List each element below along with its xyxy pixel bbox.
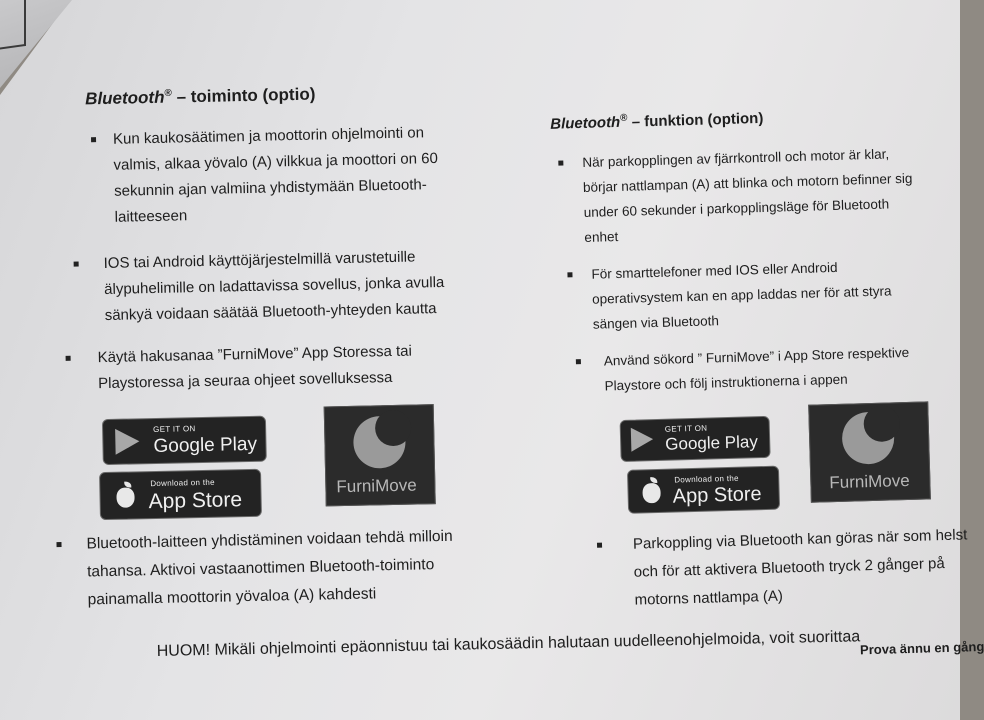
sv-bullet-3: Använd sökord ” FurniMove” i App Store respektive Playstore och följ instruktionerna i appen	[576, 338, 973, 399]
under-sheet-box	[0, 0, 26, 50]
sv-bullet-2: För smarttelefoner med IOS eller Android operativsystem kan en app laddas ner för att styra sängen via Bluetooth	[567, 251, 971, 337]
fi-bullet-1: Kun kaukosäätimen ja moottorin ohjelmointi on valmis, alkaa yövalo (A) vilkkua ja moottori on 60 sekunnin ajan valmiina yhdistymään Bluetooth-laitteeseen	[91, 118, 528, 231]
google-play-badge[interactable]: GET IT ON Google Play	[620, 416, 771, 462]
bullet-marker	[74, 262, 79, 267]
furnimove-app-icon[interactable]: FurniMove	[808, 401, 931, 502]
furnimove-logo-cutout	[863, 405, 900, 442]
bullet-marker	[576, 359, 581, 364]
app-store-badge[interactable]: Download on the App Store	[627, 466, 780, 514]
fi-bullet-2: IOS tai Android käyttöjärjestelmillä varustetuille älypuhelimille on ladattavissa sovellus, jonka avulla sänkyä voidaan säätää Bluetooth-yhteyden kautta	[73, 242, 530, 330]
apple-icon	[116, 487, 134, 507]
fi-bullet-3: Käytä hakusanaa ”FurniMove” App Storessa tai Playstoressa ja seuraa ohjeet sovelluksessa	[65, 336, 531, 398]
bullet-marker	[558, 161, 563, 166]
fi-heading: Bluetooth® – toiminto (optio)	[84, 84, 316, 109]
sv-heading: Bluetooth® – funktion (option)	[550, 109, 764, 133]
bullet-marker	[56, 542, 61, 547]
fi-bullet-4: Bluetooth-laitteen yhdistäminen voidaan tehdä milloin tahansa. Aktivoi vastaanottimen Bluetooth-toiminto painamalla moottorin yövaloa (A) kahdesti	[56, 521, 536, 615]
fi-footer-note: HUOM! Mikäli ohjelmointi epäonnistuu tai kaukosäädin halutaan uudelleenohjelmoida, voit suorittaa	[156, 628, 861, 660]
furnimove-app-icon[interactable]: FurniMove	[324, 404, 436, 506]
google-play-icon	[115, 428, 140, 454]
google-play-badge[interactable]: GET IT ON Google Play	[102, 416, 267, 465]
sv-store-badges	[553, 388, 976, 515]
sv-bullet-4: Parkoppling via Bluetooth kan göras när som helst och för att aktivera Bluetooth tryck 2 gånger på motorns nattlampa (A)	[597, 521, 979, 616]
swedish-column	[545, 103, 984, 666]
bullet-marker	[597, 543, 602, 548]
sv-footer-note: Prova ännu en gång	[859, 638, 984, 658]
apple-icon	[642, 483, 661, 503]
fi-store-badges	[61, 388, 534, 523]
sv-bullet-1: När parkopplingen av fjärrkontroll och motor är klar, börjar nattlampan (A) att blinka och motorn befinner sig under 60 sekunder i parkopplingsläge för Bluetooth enhet	[558, 139, 969, 250]
app-store-badge[interactable]: Download on the App Store	[99, 469, 262, 520]
bullet-marker	[66, 356, 71, 361]
google-play-icon	[631, 427, 654, 452]
bullet-marker	[567, 272, 572, 277]
furnimove-logo-cutout	[375, 410, 412, 447]
bullet-marker	[91, 137, 96, 142]
